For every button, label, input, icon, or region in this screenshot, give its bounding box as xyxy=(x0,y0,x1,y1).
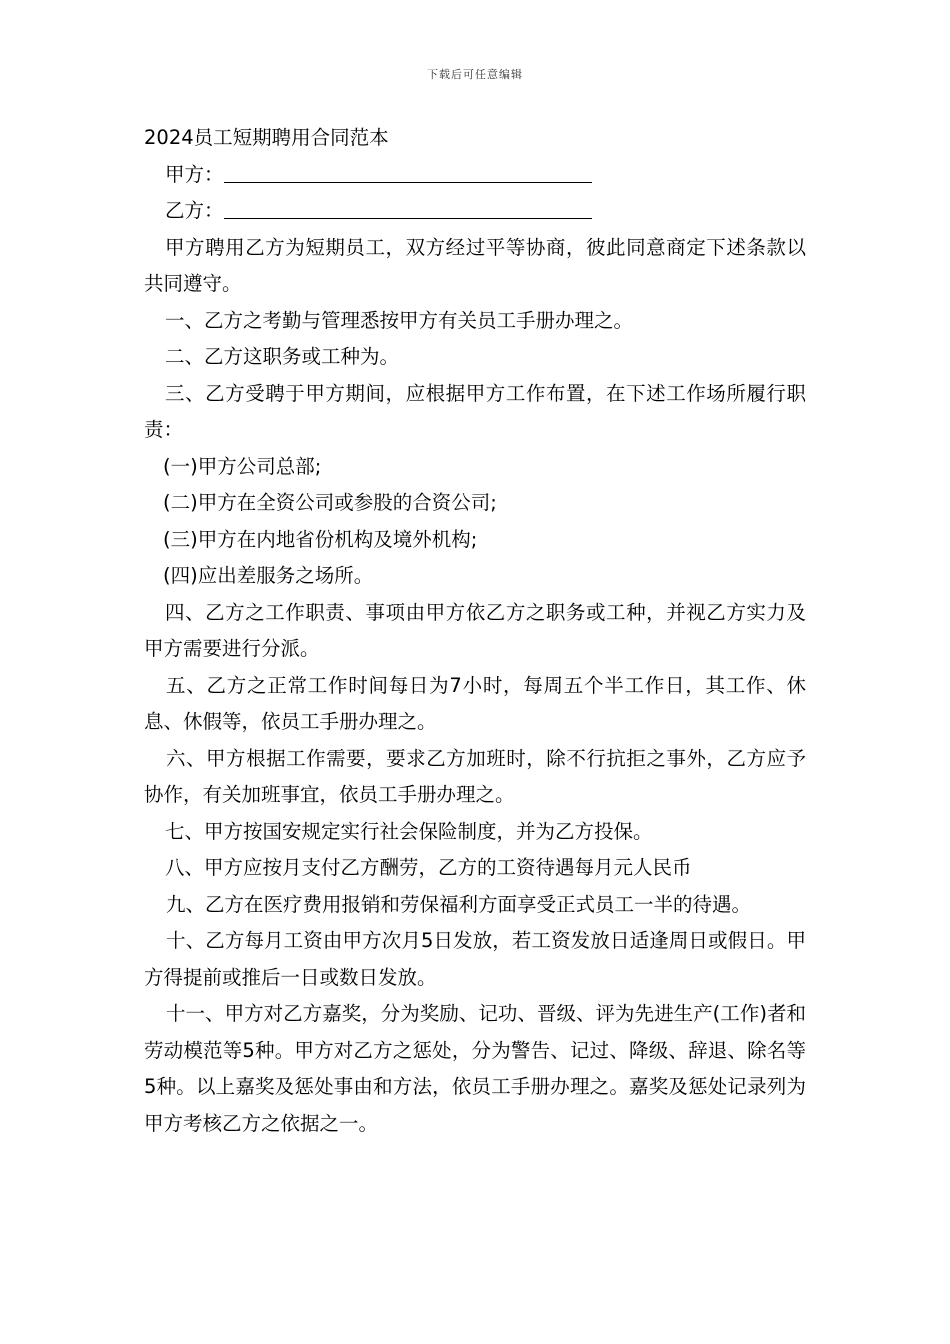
party-a-blank-line xyxy=(224,160,592,183)
clause-3: 三、乙方受聘于甲方期间，应根据甲方工作布置，在下述工作场所履行职责： xyxy=(144,381,806,441)
clause-9: 九、乙方在医疗费用报销和劳保福利方面享受正式员工一半的待遇。 xyxy=(166,892,752,916)
clause-3-item-3: (三)甲方在内地省份机构及境外机构; xyxy=(163,527,478,551)
clause-6: 六、甲方根据工作需要，要求乙方加班时，除不行抗拒之事外，乙方应予协作，有关加班事宜，依员工手册办理之。 xyxy=(144,746,806,806)
clause-3-item-1: (一)甲方公司总部; xyxy=(163,454,322,478)
clause-5: 五、乙方之正常工作时间每日为7小时，每周五个半工作日，其工作、休息、休假等，依员工手册办理之。 xyxy=(144,673,806,733)
clause-2: 二、乙方这职务或工种为。 xyxy=(165,345,400,368)
party-b-blank-line xyxy=(224,196,592,219)
clause-3-item-4: (四)应出差服务之场所。 xyxy=(163,564,374,587)
clause-8: 八、甲方应按月支付乙方酬劳，乙方的工资待遇每月元人民币 xyxy=(165,856,692,879)
clause-4: 四、乙方之工作职责、事项由甲方依乙方之职务或工种，并视乙方实力及甲方需要进行分派。 xyxy=(144,600,806,660)
clause-11: 十一、甲方对乙方嘉奖，分为奖励、记功、晋级、评为先进生产(工作)者和劳动模范等5种。甲方对乙方之惩处，分为警告、记过、降级、辞退、除名等5种。以上嘉奖及惩处事由和方法，依员工手册办理之。嘉奖及惩处记录列为甲方考核乙方之依据之一。 xyxy=(144,1002,806,1135)
clause-3-item-2: (二)甲方在全资公司或参股的合资公司; xyxy=(163,491,497,514)
clause-7: 七、甲方按国安规定实行社会保险制度，并为乙方投保。 xyxy=(165,819,653,843)
contract-body xyxy=(144,120,806,1142)
party-b-field xyxy=(144,193,806,230)
intro-paragraph: 甲方聘用乙方为短期员工，双方经过平等协商，彼此同意商定下述条款以共同遵守。 xyxy=(144,235,806,295)
document-title: 2024员工短期聘用合同范本 xyxy=(144,126,389,149)
party-a-label: 甲方： xyxy=(165,162,224,186)
party-a-field xyxy=(144,157,806,194)
page-header-note: 下载后可任意编辑 xyxy=(427,68,523,81)
clause-1: 一、乙方之考勤与管理悉按甲方有关员工手册办理之。 xyxy=(165,308,634,332)
clause-10: 十、乙方每月工资由甲方次月5日发放，若工资发放日适逢周日或假日。甲方得提前或推后一日或数日发放。 xyxy=(144,929,806,989)
party-b-label: 乙方： xyxy=(165,199,224,222)
